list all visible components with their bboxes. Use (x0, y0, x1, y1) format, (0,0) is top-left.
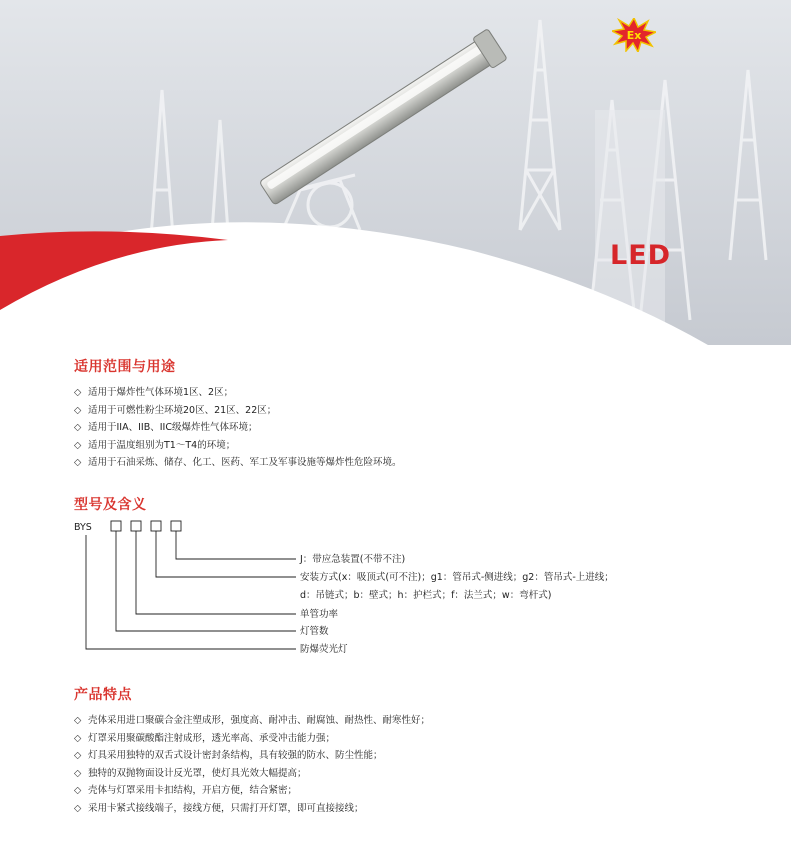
usage-list (74, 384, 402, 472)
model-line-1: J：带应急装置(不带不注) (300, 554, 406, 565)
hero-banner (0, 0, 791, 345)
model-line-2: 安装方式(x：吸顶式(可不注)；g1：管吊式-侧进线；g2：管吊式-上进线； (300, 572, 614, 583)
list-item: ◇ 采用卡紧式接线端子，接线方便，只需打开灯罩，即可直接接线； (74, 800, 430, 818)
model-code-box-1 (111, 521, 121, 531)
diamond-bullet-icon: ◇ (74, 404, 82, 416)
diamond-bullet-icon: ◇ (74, 387, 82, 398)
list-item: ◇ 独特的双抛物面设计反光罩，使灯具光效大幅提高； (74, 765, 430, 783)
list-item: ◇ 适用于爆炸性气体环境1区、2区； (74, 384, 402, 402)
usage-section (74, 356, 402, 472)
model-code-box-3 (151, 521, 161, 531)
diamond-bullet-icon: ◇ (74, 715, 82, 726)
diamond-bullet-icon: ◇ (74, 422, 82, 434)
list-item: ◇ 灯具采用独特的双舌式设计密封条结构，具有较强的防水、防尘性能； (74, 747, 430, 765)
diamond-bullet-icon: ◇ (74, 732, 82, 744)
features-list (74, 712, 430, 818)
model-code-box-4 (171, 521, 181, 531)
list-item: ◇ 灯罩采用聚碳酸酯注射成形，透光率高、承受冲击能力强； (74, 730, 430, 748)
model-line-4: 单管功率 (300, 609, 339, 620)
model-code-diagram (74, 518, 694, 668)
features-section (74, 684, 430, 818)
features-section-title: 产品特点 (74, 687, 132, 703)
list-item: ◇ 适用于石油采炼、储存、化工、医药、军工及军事设施等爆炸性危险环境。 (74, 454, 402, 472)
model-prefix: BYS (74, 522, 92, 533)
list-item: ◇ 适用于可燃性粉尘环境20区、21区、22区； (74, 402, 402, 420)
list-item: ◇ 适用于IIA、IIB、IIC级爆炸性气体环境； (74, 419, 402, 437)
model-code-box-2 (131, 521, 141, 531)
diamond-bullet-icon: ◇ (74, 750, 82, 762)
led-label: LED (610, 240, 672, 271)
list-item: ◇ 适用于温度组别为T1～T4的环境； (74, 437, 402, 455)
model-line-3: d：吊链式；b：壁式；h：护栏式；f：法兰式；w：弯杆式) (300, 590, 552, 601)
ex-explosion-icon (612, 18, 656, 52)
model-section-title: 型号及含义 (74, 497, 147, 513)
diamond-bullet-icon: ◇ (74, 802, 82, 814)
diamond-bullet-icon: ◇ (74, 785, 82, 797)
diamond-bullet-icon: ◇ (74, 767, 82, 779)
diamond-bullet-icon: ◇ (74, 457, 82, 469)
list-item: ◇ 壳体与灯罩采用卡扣结构，开启方便，结合紧密； (74, 782, 430, 800)
usage-section-title: 适用范围与用途 (74, 359, 176, 375)
model-line-5: 灯管数 (300, 626, 329, 637)
diamond-bullet-icon: ◇ (74, 439, 82, 451)
list-item: ◇ 壳体采用进口聚碳合金注塑成形，强度高、耐冲击、耐腐蚀、耐热性、耐寒性好； (74, 712, 430, 730)
ex-badge-label: Ex (626, 29, 642, 42)
model-line-6: 防爆荧光灯 (300, 644, 348, 655)
